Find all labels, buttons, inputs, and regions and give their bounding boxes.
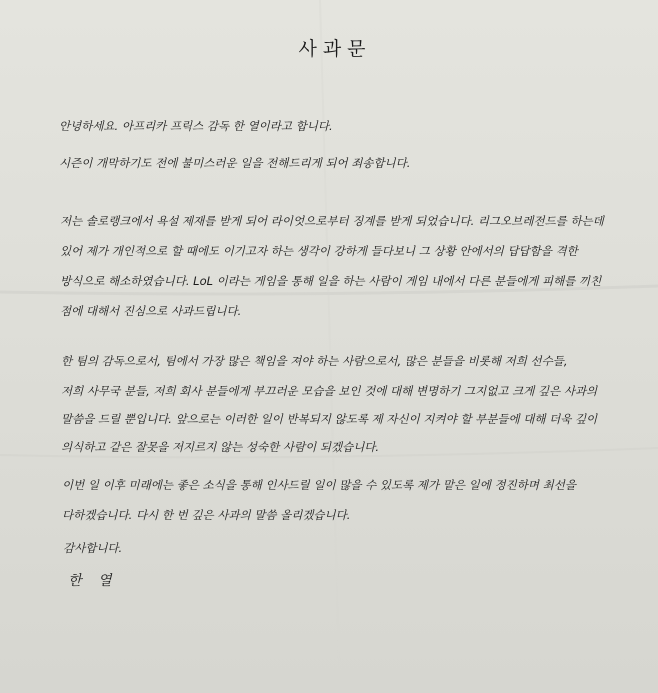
paragraph2-line: 말씀을 드릴 뿐입니다. 앞으로는 이러한 일이 반복되지 않도록 제 자신이 지켜야 할 부분들에 대해 더욱 깊이	[61, 412, 598, 426]
paragraph2-line: 한 팀의 감독으로서, 팀에서 가장 많은 책임을 져야 하는 사람으로서, 많은 분들을 비롯해 저희 선수들,	[61, 354, 568, 368]
opening-line: 시즌이 개막하기도 전에 불미스러운 일을 전해드리게 되어 죄송합니다.	[59, 156, 411, 170]
greeting-line: 안녕하세요. 아프리카 프릭스 감독 한 열이라고 합니다.	[59, 119, 333, 133]
paragraph3-line: 이번 일 이후 미래에는 좋은 소식을 통해 인사드릴 일이 많을 수 있도록 제가 맡은 일에 정진하며 최선을	[62, 478, 576, 492]
letter-title: 사과문	[298, 38, 372, 60]
paragraph1-line: 저는 솔로랭크에서 욕설 제재를 받게 되어 라이엇으로부터 징계를 받게 되었습니다. 리그오브레전드를 하는데	[60, 214, 604, 228]
paragraph1-line: 방식으로 해소하였습니다. LoL 이라는 게임을 통해 일을 하는 사람이 게임 내에서 다른 분들에게 피해를 끼친	[60, 274, 602, 288]
paragraph1-line: 있어 제가 개인적으로 할 때에도 이기고자 하는 생각이 강하게 들다보니 그 상황 안에서의 답답함을 격한	[60, 244, 578, 258]
paragraph2-line: 저희 사무국 분들, 저희 회사 분들에게 부끄러운 모습을 보인 것에 대해 변명하기 그지없고 크게 깊은 사과의	[61, 384, 598, 398]
paragraph1-line: 점에 대해서 진심으로 사과드립니다.	[60, 304, 242, 318]
closing-line: 감사합니다.	[63, 541, 123, 555]
paragraph2-line: 의식하고 같은 잘못을 저지르지 않는 성숙한 사람이 되겠습니다.	[61, 440, 380, 454]
paragraph3-line: 다하겠습니다. 다시 한 번 깊은 사과의 말씀 올리겠습니다.	[62, 508, 351, 522]
signature: 한 열	[68, 573, 118, 589]
